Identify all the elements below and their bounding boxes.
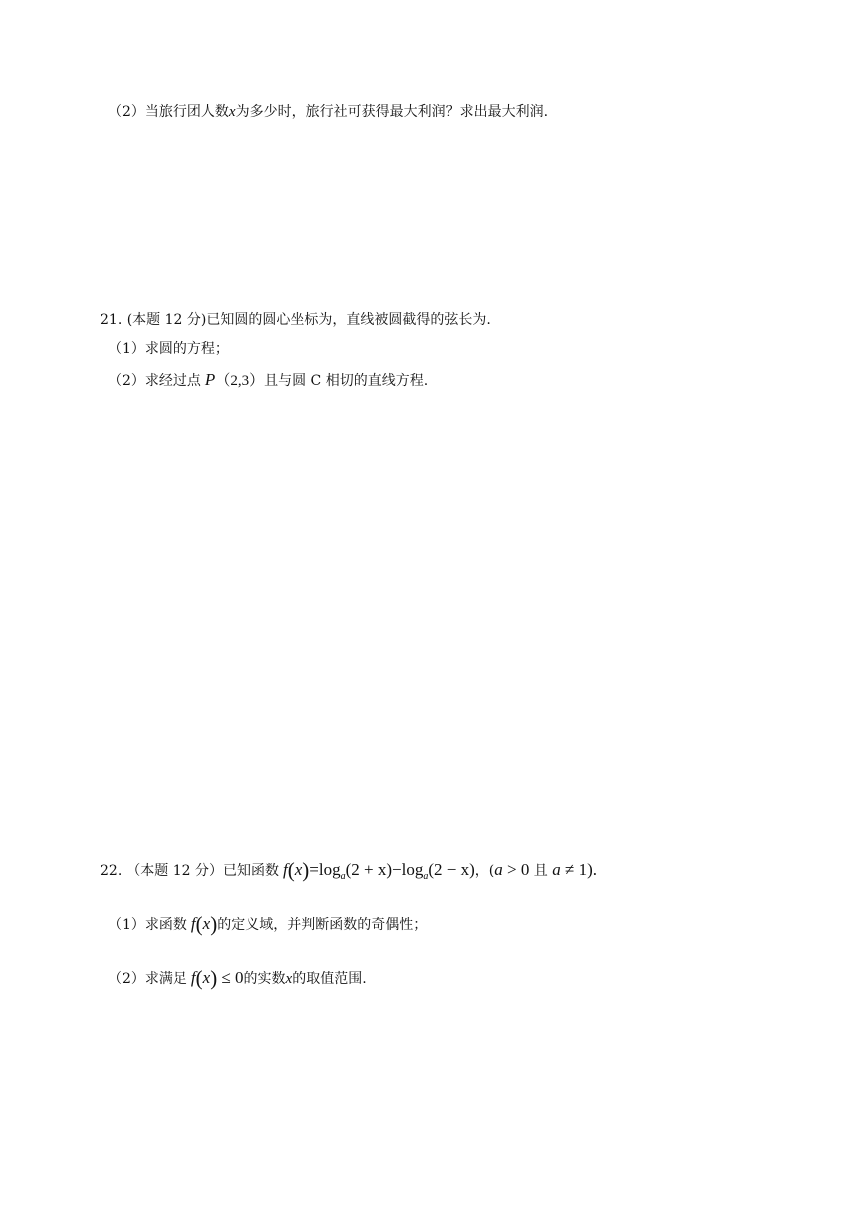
q22-score: （本题 12 分）已知函数	[126, 863, 279, 879]
q21-point-coords: （2,3）	[215, 373, 265, 389]
q22-part2-rp: )	[210, 966, 218, 990]
q22-log2: log	[401, 860, 424, 879]
q22-arg1: (2 + x)	[345, 860, 393, 879]
q22-part1-f: f	[190, 914, 196, 933]
q21-part2-prefix: （2）求经过点	[108, 373, 201, 389]
q22-arg2: (2 − x)	[428, 860, 475, 879]
q22-log1: log	[318, 860, 341, 879]
q22-part2-prefix: （2）求满足	[108, 971, 187, 987]
q22-cond-gt0: > 0	[502, 860, 530, 879]
q22-part1	[108, 914, 427, 935]
q21-part1: （1）求圆的方程；	[108, 341, 229, 357]
q22-minus: −	[392, 860, 402, 879]
q22-part2-mid: 的实数	[243, 971, 286, 987]
q20-var-x: x	[228, 104, 236, 120]
q22-cond-ne1: ≠ 1).	[560, 860, 597, 879]
q22-eq: =	[309, 860, 319, 879]
q22-part1-x: x	[202, 914, 211, 933]
q22-rp: )	[302, 858, 310, 882]
q22-part1-suffix: 的定义域，并判断函数的奇偶性；	[217, 917, 428, 933]
q22-part2-x: x	[202, 968, 211, 987]
q22-part2-le0: ≤ 0	[217, 968, 244, 987]
q22-cond-a1: a	[494, 860, 503, 879]
q20-part2	[108, 102, 548, 122]
q21-part2-suffix: 且与圆 C 相切的直线方程.	[264, 373, 429, 389]
q20-part2-prefix: （2）当旅行团人数	[108, 104, 229, 120]
q22-log1-base: a	[340, 871, 346, 882]
q22-part2-f: f	[190, 968, 196, 987]
q22-part2-suffix: 的取值范围.	[292, 971, 367, 987]
q22-cond-a2: a	[552, 860, 561, 879]
q22-part1-prefix: （1）求函数	[108, 917, 187, 933]
q22-log2-base: a	[423, 871, 429, 882]
q21-part2	[108, 370, 428, 391]
q21-stem: 21. (本题 12 分)已知圆的圆心坐标为，直线被圆截得的弦长为.	[100, 312, 491, 328]
q20-part2-suffix: 为多少时，旅行社可获得最大利润？求出最大利润.	[235, 104, 549, 120]
q22-part2-x2: x	[285, 971, 293, 987]
q22-cond-and: 且	[529, 863, 553, 879]
q22-part2-lp: (	[195, 966, 203, 990]
q22-f: f	[282, 860, 288, 879]
q22-part2	[108, 968, 367, 989]
q22-num: 22.	[100, 863, 123, 879]
q22-part1-lp: (	[195, 912, 203, 936]
q22-part1-rp: )	[210, 912, 218, 936]
q22-stem	[100, 860, 597, 887]
q22-cond-open: ，(	[474, 863, 495, 879]
q22-lp: (	[287, 858, 295, 882]
q22-x: x	[294, 860, 303, 879]
q21-point-P: P	[204, 370, 216, 389]
